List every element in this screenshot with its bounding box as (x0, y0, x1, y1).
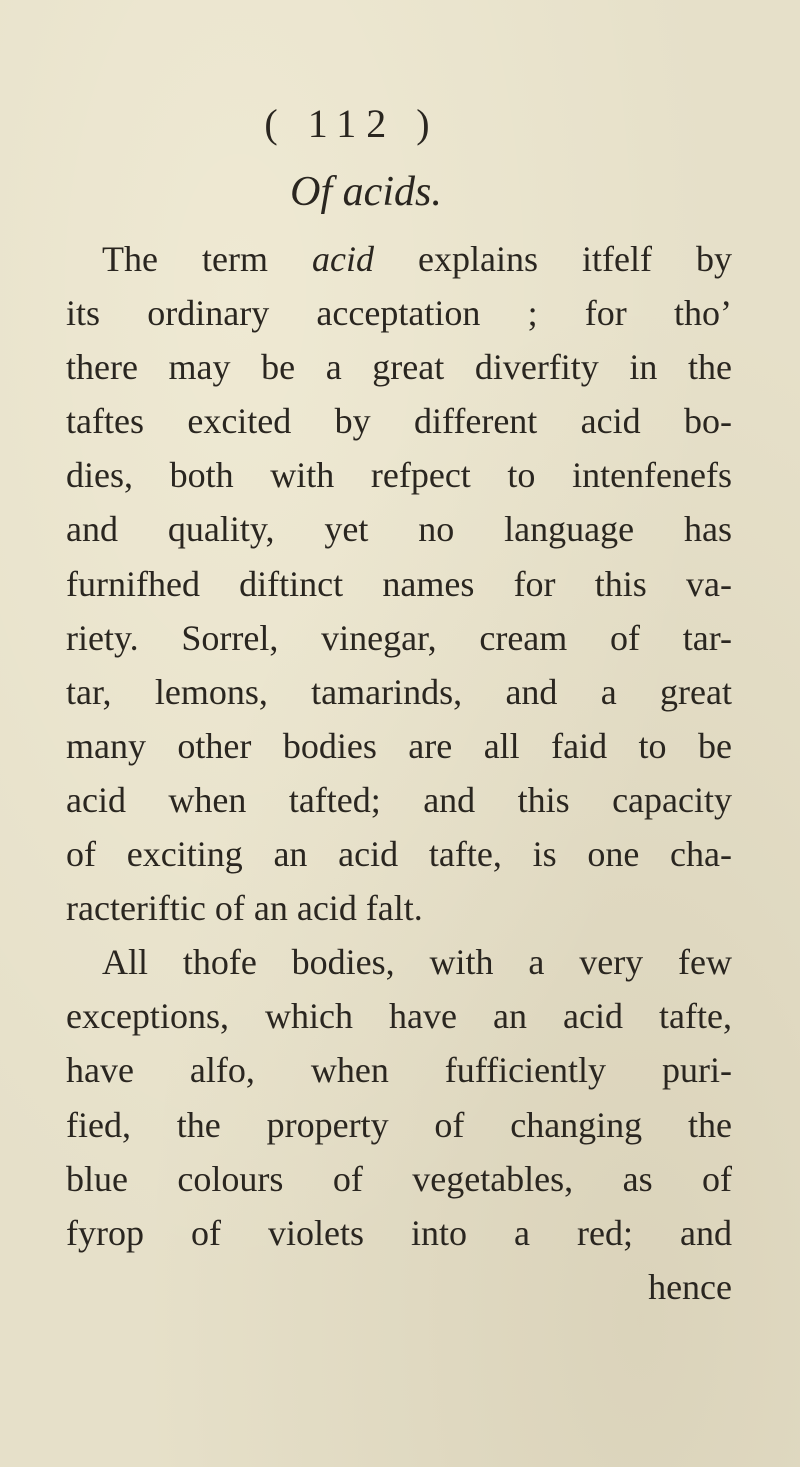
paragraph-line: and quality, yet no language has (66, 509, 732, 550)
paragraph-line: dies, both with refpect to intenfenefs (66, 455, 732, 496)
paragraph-line: riety. Sorrel, vinegar, cream of tar- (66, 617, 732, 658)
paragraph-line: taftes excited by different acid bo- (66, 401, 732, 442)
paragraph-line: of exciting an acid tafte, is one cha- (66, 834, 732, 875)
body-text (66, 232, 732, 1314)
section-heading: Of acids. (290, 169, 442, 215)
paragraph-line: exceptions, which have an acid tafte, (66, 996, 732, 1037)
paragraph-line: many other bodies are all faid to be (66, 725, 732, 766)
paragraph-line: acid when tafted; and this capacity (66, 779, 732, 820)
paragraph-line: tar, lemons, tamarinds, and a great (66, 671, 732, 712)
line-segment: explains itfelf by (373, 239, 732, 279)
paragraph-line: blue colours of vegetables, as of (66, 1158, 732, 1199)
paragraph-line: racteriftic of an acid falt. (66, 888, 423, 929)
paragraph-line: All thofe bodies, with a very few (102, 942, 732, 983)
italic-term: acid (312, 239, 374, 279)
catchword: hence (648, 1266, 732, 1307)
paragraph-line: have alfo, when fufficiently puri- (66, 1050, 732, 1091)
paragraph-line: its ordinary acceptation ; for tho’ (66, 293, 732, 334)
paragraph-line: furnifhed diftinct names for this va- (66, 563, 732, 604)
paragraph-line: fied, the property of changing the (66, 1104, 732, 1145)
line-segment: The term (102, 239, 312, 279)
page-number: ( 112 ) (264, 101, 440, 146)
paragraph-line: there may be a great diverfity in the (66, 347, 732, 388)
paragraph-line (66, 232, 732, 286)
paragraph-line: fyrop of violets into a red; and (66, 1212, 732, 1253)
